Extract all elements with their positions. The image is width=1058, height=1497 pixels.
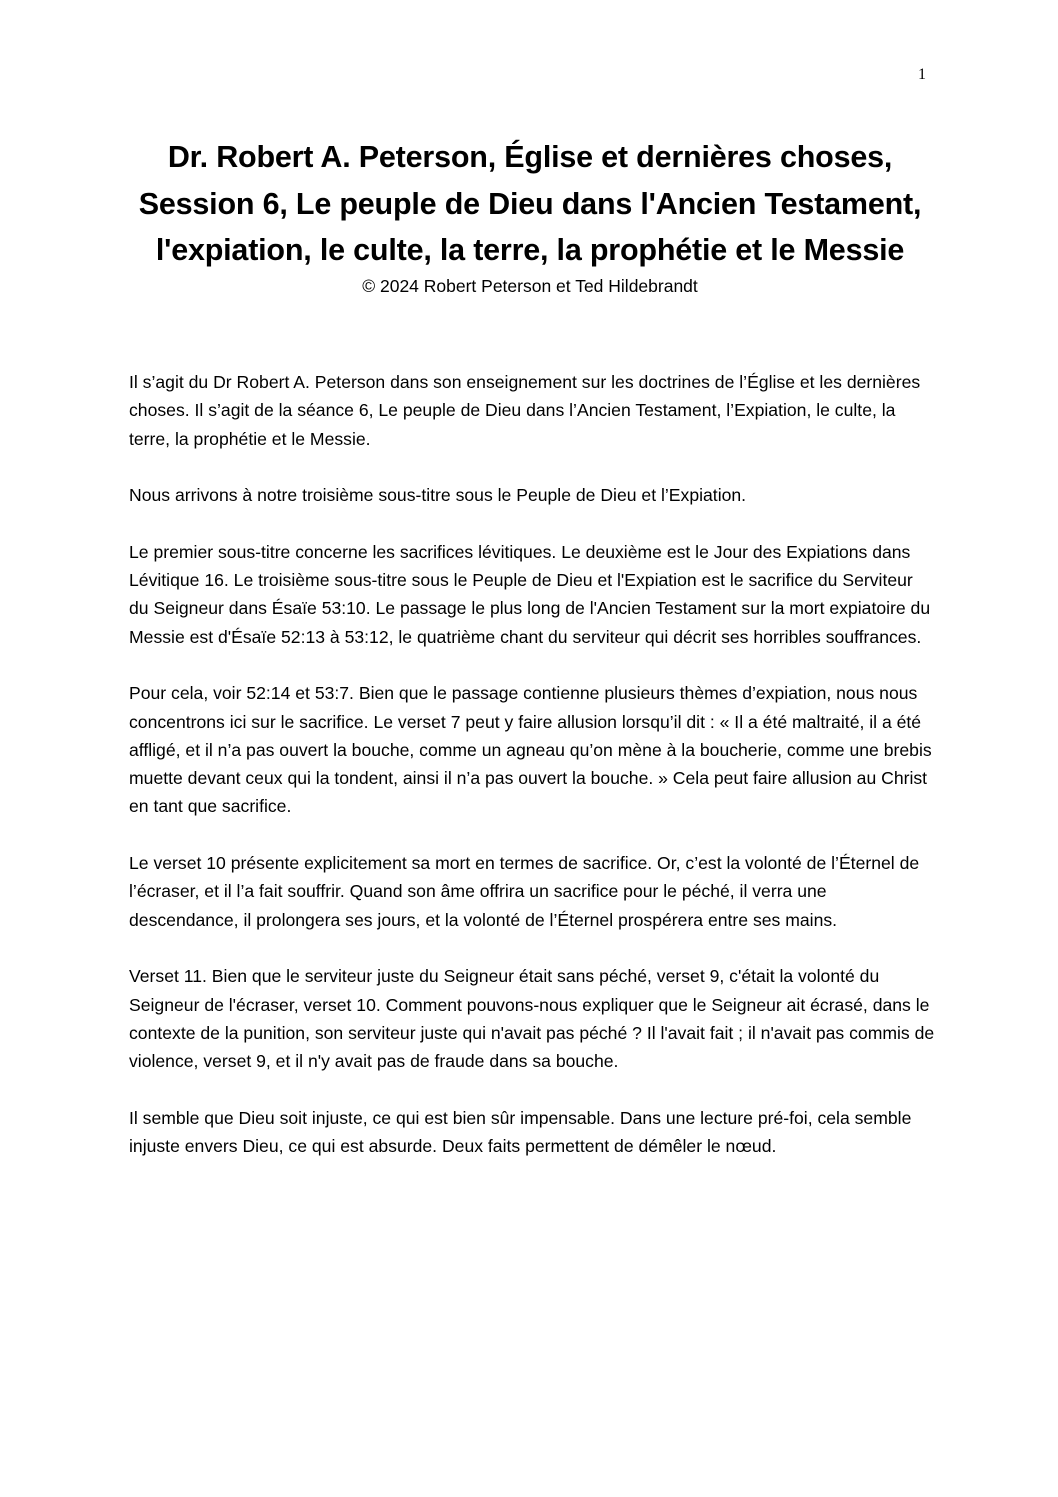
paragraph: Il s’agit du Dr Robert A. Peterson dans son enseignement sur les doctrines de l’Église et les dernières choses. Il s’agit de la séance 6, Le peuple de Dieu dans l’Ancien Testament, l’Expiation, le culte, la terre, la prophétie et le Messie. (129, 372, 921, 449)
paragraph: Il semble que Dieu soit injuste, ce qui est bien sûr impensable. Dans une lecture pré-foi, cela semble injuste envers Dieu, ce qui est absurde. Deux faits permettent de démêler le nœud. (129, 1107, 912, 1157)
paragraph: Nous arrivons à notre troisième sous-titre sous le Peuple de Dieu et l’Expiation. (129, 485, 747, 506)
paragraph: Le premier sous-titre concerne les sacrifices lévitiques. Le deuxième est le Jour des Expiations dans Lévitique 16. Le troisième sous-titre sous le Peuple de Dieu et l'Expiation est le sacrifice du Serviteur du Seigneur dans Ésaïe 53:10. Le passage le plus long de l'Ancien Testament sur la mort expiatoire du Messie est d'Ésaïe 52:13 à 53:12, le quatrième chant du serviteur qui décrit ses horribles souffrances. (129, 541, 931, 647)
document-body (129, 368, 935, 1189)
copyright-line: © 2024 Robert Peterson et Ted Hildebrandt (362, 275, 698, 296)
document-title: Dr. Robert A. Peterson, Église et dernières choses, Session 6, Le peuple de Dieu dans l'Ancien Testament, l'expiation, le culte, la terre, la prophétie et le Messie (138, 140, 922, 267)
title-block (120, 134, 940, 298)
page-number: 1 (918, 66, 926, 83)
paragraph: Pour cela, voir 52:14 et 53:7. Bien que le passage contienne plusieurs thèmes d’expiation, nous nous concentrons ici sur le sacrifice. Le verset 7 peut y faire allusion lorsqu’il dit : « Il a été maltraité, il a été affligé, et il n’a pas ouvert la bouche, comme un agneau qu’on mène à la boucherie, comme une brebis muette devant ceux qui la tondent, ainsi il n’a pas ouvert la bouche. » Cela peut faire allusion au Christ en tant que sacrifice. (129, 683, 932, 817)
paragraph: Verset 11. Bien que le serviteur juste du Seigneur était sans péché, verset 9, c'était la volonté du Seigneur de l'écraser, verset 10. Comment pouvons-nous expliquer que le Seigneur ait écrasé, dans le contexte de la punition, son serviteur juste qui n'avait pas péché ? Il l'avait fait ; il n'avait pas commis de violence, verset 9, et il n'y avait pas de fraude dans sa bouche. (129, 966, 935, 1072)
paragraph: Le verset 10 présente explicitement sa mort en termes de sacrifice. Or, c’est la volonté de l’Éternel de l’écraser, et il l’a fait souffrir. Quand son âme offrira un sacrifice pour le péché, il verra une descendance, il prolongera ses jours, et la volonté de l’Éternel prospérera entre ses mains. (129, 853, 920, 930)
